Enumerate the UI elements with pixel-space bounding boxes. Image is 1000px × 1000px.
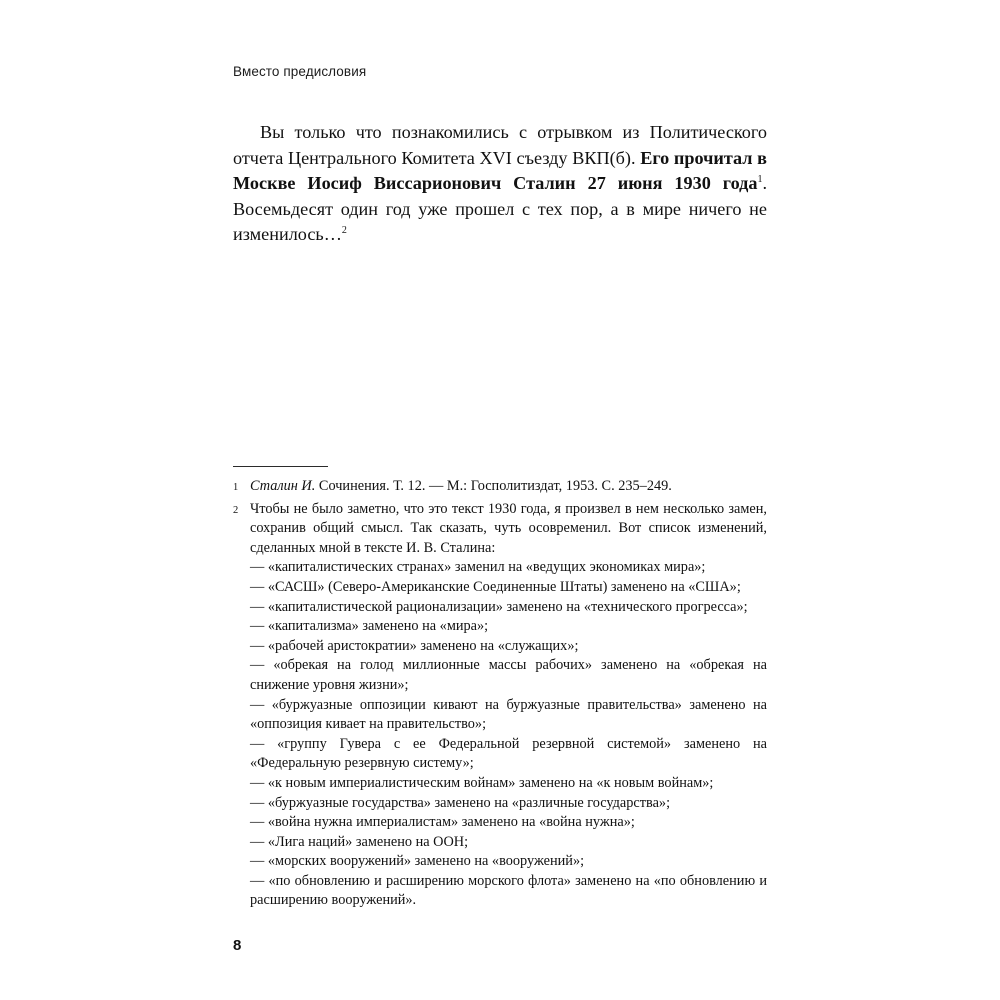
footnote-ref-2[interactable]: 2 [341, 224, 347, 236]
list-item: — «по обновлению и расширению морского флота» заменено на «по обновлению и расширению вооружений». [250, 872, 767, 909]
list-item: — «капиталистической рационализации» заменено на «технического прогресса»; [250, 598, 748, 615]
list-item: — «обрекая на голод миллионные массы рабочих» заменено на «обрекая на снижение уровня жизни»; [250, 657, 767, 693]
list-item: — «к новым империалистическим войнам» заменено на «к новым войнам»; [250, 774, 714, 791]
footnote-1-body [250, 477, 767, 498]
footnote-2-number: 2 [233, 504, 239, 516]
body-text-part-2: . Восемьдесят один год уже прошел с тех пор, а в мире ничего не изменилось… [233, 173, 767, 244]
page-content [233, 64, 767, 266]
list-item: — «морских вооружений» заменено на «вооружений»; [250, 853, 585, 870]
footnote-2-change-list [250, 558, 767, 911]
list-item: — «Лига наций» заменено на ООН; [250, 833, 469, 850]
list-item: — «буржуазные государства» заменено на «различные государства»; [250, 794, 671, 811]
running-head: Вместо предисловия [233, 64, 367, 79]
body-text-part-1: Вы только что познакомились с отрывком из Политического отчета Центрального Комитета XVI съезду ВКП(б). [233, 122, 767, 168]
footnote-separator-rule [233, 466, 328, 467]
list-item: — «буржуазные оппозиции кивают на буржуазные правительства» заменено на «оппозиция кивает на правительство»; [250, 696, 767, 733]
body-text-bold: Его прочитал в Москве Иосиф Виссарионович Сталин 27 июня 1930 года [233, 147, 767, 193]
footnote-area [233, 466, 767, 913]
page-number: 8 [233, 937, 242, 954]
list-item: — «капитализма» заменено на «мира»; [250, 618, 489, 635]
footnote-1-text: Сочинения. Т. 12. — М.: Госполитиздат, 1953. С. 235–249. [315, 478, 672, 494]
list-item: — «капиталистических странах» заменил на «ведущих экономиках мира»; [250, 559, 706, 576]
list-item: — «война нужна империалистам» заменено на «война нужна»; [250, 814, 635, 831]
footnote-1 [233, 477, 767, 498]
footnote-2-intro: Чтобы не было заметно, что это текст 1930 года, я произвел в нем несколько замен, сохранив общий смысл. Так сказать, чуть осовременил. Вот список изменений, сделанных мной в тексте И. В. Сталина: [250, 500, 767, 556]
list-item: — «группу Гувера с ее Федеральной резервной системой» заменено на «Федеральную резервную систему»; [250, 735, 767, 772]
footnote-1-number: 1 [233, 482, 239, 493]
footnote-2-body [250, 500, 767, 911]
footnote-2 [233, 500, 767, 911]
footnote-1-author: Сталин И. [250, 478, 316, 494]
list-item: — «САСШ» (Северо-Американские Соединенные Штаты) заменено на «США»; [250, 578, 741, 595]
body-paragraph [233, 120, 767, 248]
footnote-ref-1[interactable]: 1 [757, 173, 763, 185]
list-item: — «рабочей аристократии» заменено на «служащих»; [250, 637, 579, 654]
